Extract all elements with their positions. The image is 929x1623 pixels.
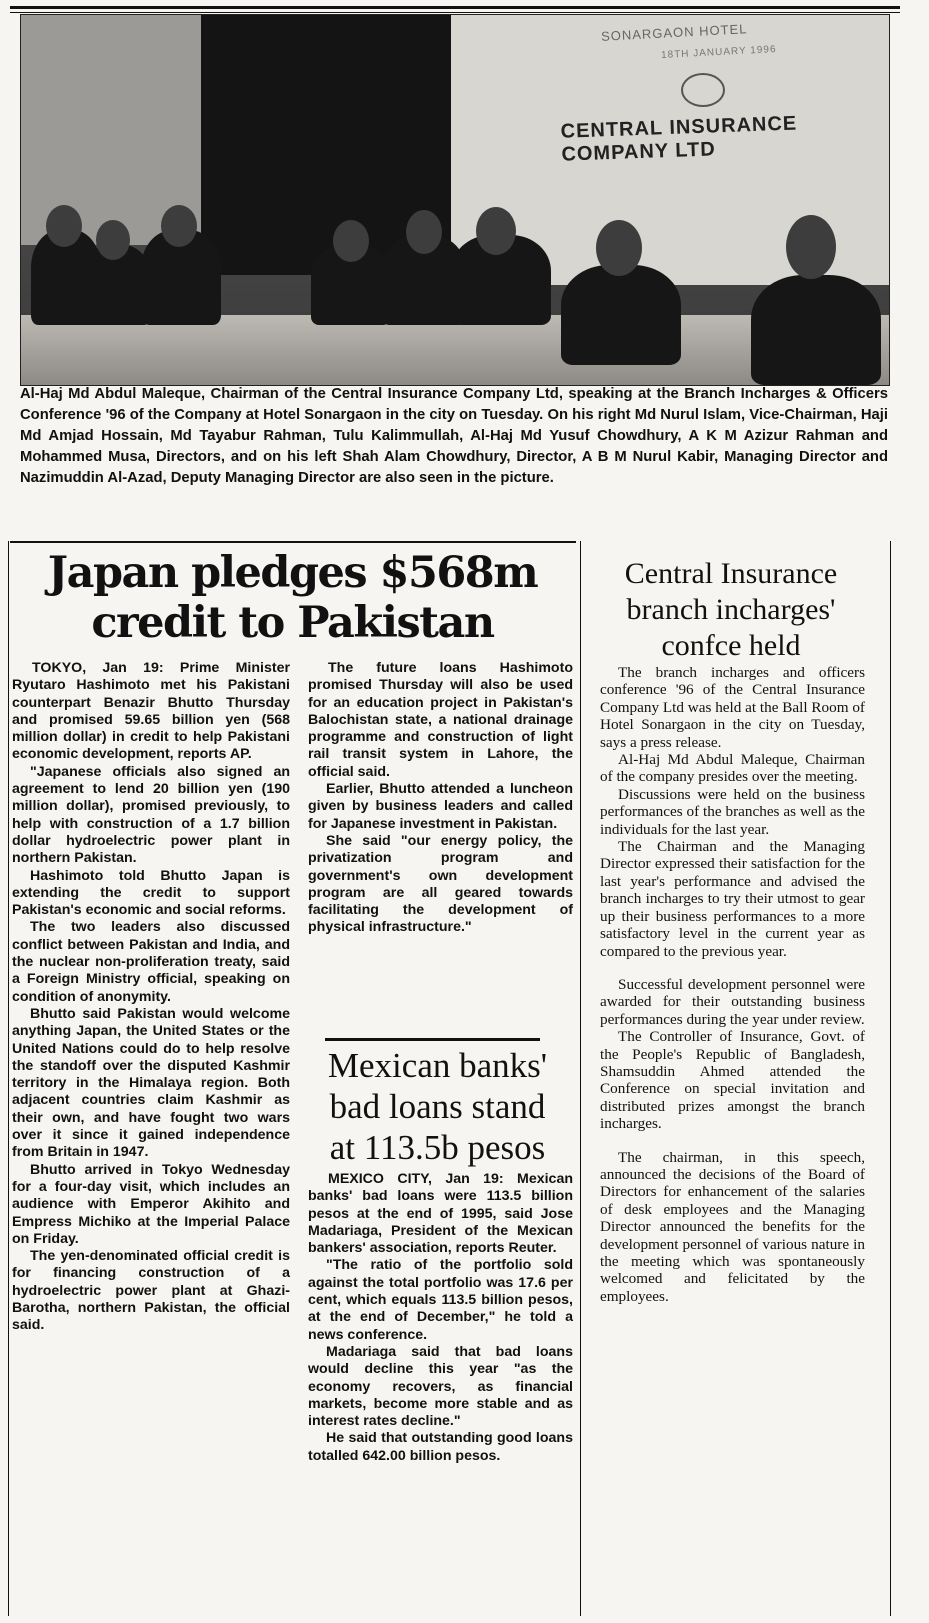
photo-person-head	[333, 220, 369, 262]
japan-headline-line2: credit to Pakistan	[91, 598, 494, 648]
paragraph: The branch incharges and officers conference '96 of the Central Insurance Company Ltd was held at the Ball Room of Hotel Sonargaon in the city on Tuesday, says a press release.	[600, 664, 865, 751]
company-logo-icon	[681, 73, 725, 107]
photo-banner-date: 18TH JANUARY 1996	[660, 43, 777, 62]
japan-article-col2	[308, 660, 573, 937]
column-rule	[890, 541, 891, 1616]
mexico-headline-line2: bad loans stand	[329, 1087, 546, 1126]
mexico-article-body	[308, 1171, 573, 1465]
central-insurance-headline-line3: confce held	[661, 629, 801, 662]
paragraph: MEXICO CITY, Jan 19: Mexican banks' bad loans were 113.5 billion pesos at the end of 1995, said Jose Madariaga, President of the Mexican bankers' association, reports Reuter.	[308, 1171, 573, 1257]
column-rule	[8, 541, 9, 1616]
central-insurance-headline-line2: branch incharges'	[626, 593, 836, 626]
photo-banner-company: CENTRAL INSURANCE COMPANY LTD	[560, 112, 798, 166]
photo-person-head	[96, 220, 130, 260]
paragraph: She said "our energy policy, the privatization program and government's own development program are all geared towards facilitating the development of physical infrastructure."	[308, 832, 573, 936]
top-rule-thin	[10, 12, 900, 13]
paragraph: The Controller of Insurance, Govt. of the People's Republic of Bangladesh, Shamsuddin Ahmed attended the Conference on special invitation and distributed prizes amongst the branch incharges.	[600, 1028, 865, 1133]
photo-person-head	[46, 205, 82, 247]
paragraph: Madariaga said that bad loans would decline this year "as the economy recovers, as financial markets, become more stable and as interest rates decline."	[308, 1343, 573, 1430]
photo-caption: Al-Haj Md Abdul Maleque, Chairman of the Central Insurance Company Ltd, speaking at the Branch Incharges & Officers Conference '96 of the Company at Hotel Sonargaon in the city on Tuesday. On his right Md Nurul Islam, Vice-Chairman, Haji Md Amjad Hossain, Md Tayabur Rahman, Tulu Kalimmullah, Al-Haj Md Yusuf Chowdhury, A K M Azizur Rahman and Mohammed Musa, Directors, and on his left Shah Alam Chowdhury, Director, A B M Nurul Kabir, Managing Director and Nazimuddin Al-Azad, Deputy Managing Director are also seen in the picture.	[20, 386, 888, 486]
central-insurance-headline	[596, 556, 866, 664]
photo-person-head	[786, 215, 836, 279]
paragraph: The future loans Hashimoto promised Thursday will also be used for an education project in Pakistan's Balochistan state, a national drainage programme and construction of light rail transit system in Lahore, the official said.	[308, 660, 573, 780]
paragraph: Al-Haj Md Abdul Maleque, Chairman of the company presides over the meeting.	[600, 751, 865, 786]
photo-person	[561, 265, 681, 365]
mexico-headline-line3: at 113.5b pesos	[329, 1128, 546, 1167]
central-insurance-headline-line1: Central Insurance	[624, 557, 838, 590]
photo-person	[751, 275, 881, 385]
photo-person-head	[476, 207, 516, 255]
paragraph: He said that outstanding good loans totalled 642.00 billion pesos.	[308, 1430, 573, 1464]
paragraph: Earlier, Bhutto attended a luncheon given by business leaders and called for Japanese investment in Pakistan.	[308, 781, 573, 832]
paragraph: Bhutto arrived in Tokyo Wednesday for a four-day visit, which includes an audience with Emperor Akihito and Empress Michiko at the Imperial Palace on Friday.	[12, 1161, 290, 1247]
mexico-headline-line1: Mexican banks'	[327, 1046, 548, 1085]
paragraph: The chairman, in this speech, announced the decisions of the Board of Directors for enhancement of the salaries of desk employees and the Managing Director announced the benefits for the development personnel of various nature in the meeting which was spontaneously welcomed and felicitated by the employees.	[600, 1148, 865, 1305]
paragraph: Discussions were held on the business performances of the branches as well as the individuals for the last year.	[600, 785, 865, 838]
paragraph: TOKYO, Jan 19: Prime Minister Ryutaro Hashimoto met his Pakistani counterpart Benazir Bhutto Thursday and promised 59.65 billion yen (568 million dollar) in credit to help Pakistani economic development, reports AP.	[12, 660, 290, 763]
japan-headline-line1: Japan pledges $568m	[47, 548, 538, 598]
paragraph: "Japanese officials also signed an agreement to lend 20 billion yen (190 million dollar), promised previously, to help with construction of a 1.7 billion dollar hydroelectric power plant in northern Pakistan.	[12, 763, 290, 867]
photo-person-head	[596, 220, 642, 276]
paragraph: "The ratio of the portfolio sold against the total portfolio was 17.6 per cent, which equals 113.5 billion pesos, at the end of December," he told a news conference.	[308, 1257, 573, 1343]
conference-photo	[20, 14, 890, 386]
photo-banner-venue: SONARGAON HOTEL	[600, 21, 748, 44]
top-rule	[10, 6, 900, 9]
mexico-headline	[300, 1045, 575, 1168]
central-insurance-article-body	[600, 664, 865, 1305]
japan-article-col1	[12, 660, 290, 1335]
paragraph: Bhutto said Pakistan would welcome anything Japan, the United States or the United Nations could do to help resolve the standoff over the disputed Kashmir territory in the Himalaya region. Both adjacent countries claim Kashmir as their own, and have fought two wars over it since it gained independence from Britain in 1947.	[12, 1005, 290, 1161]
section-rule	[10, 541, 576, 543]
photo-person-head	[161, 205, 197, 247]
paragraph: The yen-denominated official credit is for financing construction of a hydroelectric power plant at Ghazi-Barotha, northern Pakistan, the official said.	[12, 1248, 290, 1334]
paragraph: The Chairman and the Managing Director expressed their satisfaction for the last year's performance and advised the branch incharges to try their utmost to gear up their business performances to a more satisfactory level in the current year as compared to the previous year.	[600, 838, 865, 960]
paragraph: The two leaders also discussed conflict between Pakistan and India, and the nuclear non-proliferation treaty, said a Foreign Ministry official, speaking on condition of anonymity.	[12, 919, 290, 1005]
japan-headline	[10, 548, 575, 648]
paragraph: Hashimoto told Bhutto Japan is extending the credit to support Pakistan's economic and social reforms.	[12, 867, 290, 919]
photo-person-head	[406, 210, 442, 254]
paragraph: Successful development personnel were awarded for their outstanding business performances during the year under review.	[600, 975, 865, 1028]
article-divider	[325, 1038, 540, 1041]
column-rule	[580, 541, 581, 1616]
